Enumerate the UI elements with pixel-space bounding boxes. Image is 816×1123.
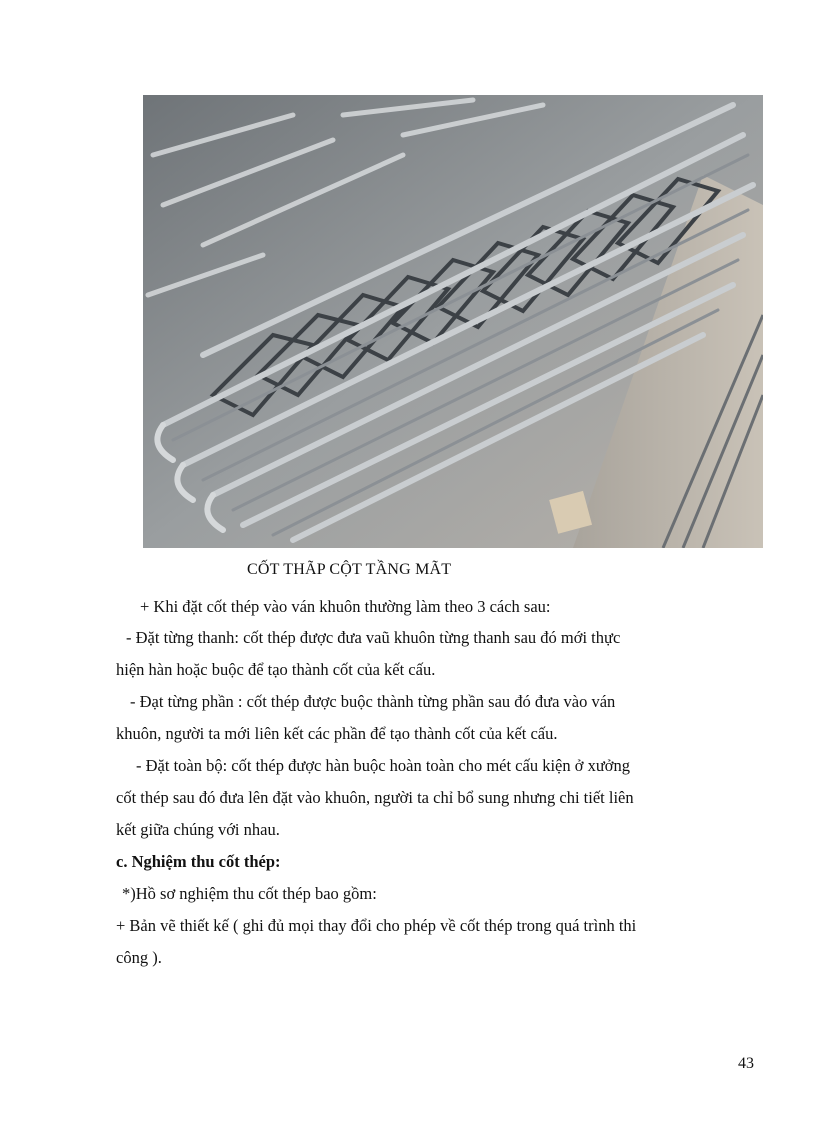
body-line: cốt thép sau đó đưa lên đặt vào khuôn, người ta chỉ bổ sung nhưng chi tiết liên [116, 788, 634, 807]
body-line: khuôn, người ta mới liên kết các phần để tạo thành cốt của kết cấu. [116, 724, 558, 743]
records-line: *)Hồ sơ nghiệm thu cốt thép bao gồm: [122, 884, 377, 903]
figure-caption: CỐT THÃP CỘT TẦNG MÃT [247, 561, 452, 578]
body-line: - Đặt từng thanh: cốt thép được đưa vaũ khuôn từng thanh sau đó mới thực [126, 628, 621, 647]
body-line: + Khi đặt cốt thép vào ván khuôn thường làm theo 3 cách sau: [140, 597, 551, 616]
rebar-cage-photo [143, 95, 763, 548]
item-line: công ). [116, 948, 162, 967]
body-line: - Đặt toàn bộ: cốt thép được hàn buộc hoàn toàn cho mét cấu kiện ở xưởng [136, 756, 631, 775]
body-line: - Đạt từng phần : cốt thép được buộc thành từng phần sau đó đưa vào ván [130, 692, 616, 711]
section-heading: c. Nghiệm thu cốt thép: [116, 852, 281, 871]
page-number: 43 [738, 1055, 754, 1072]
body-line: kết giữa chúng với nhau. [116, 820, 280, 839]
item-line: + Bản vẽ thiết kế ( ghi đủ mọi thay đổi cho phép về cốt thép trong quá trình thi [116, 916, 637, 935]
body-line: hiện hàn hoặc buộc để tạo thành cốt của kết cấu. [116, 660, 436, 679]
